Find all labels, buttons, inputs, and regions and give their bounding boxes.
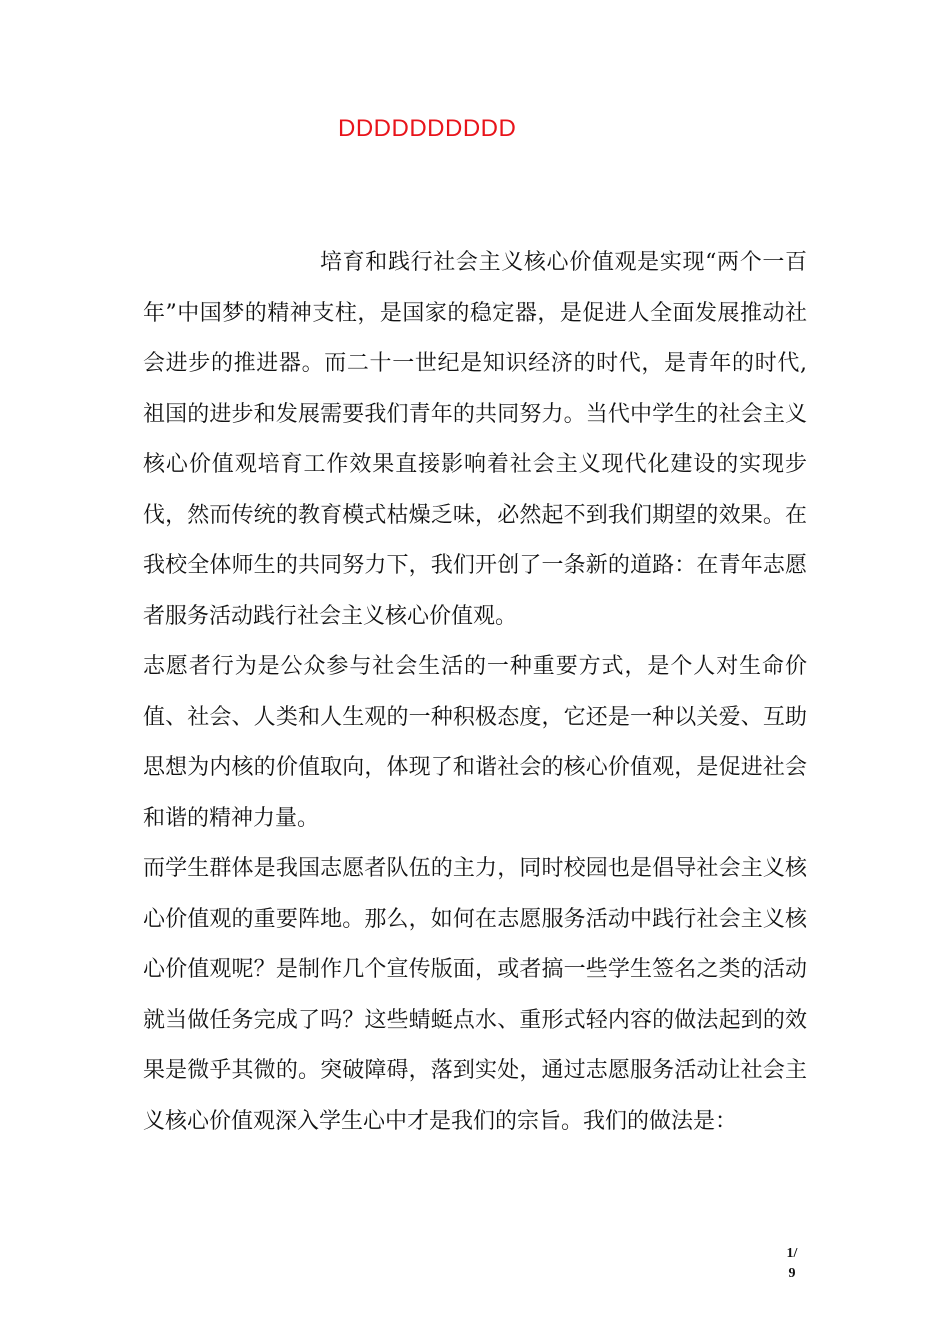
paragraph-1: 培育和践行社会主义核心价值观是实现“两个一百年”中国梦的精神支柱，是国家的稳定器，是促进人全面发展推动社会进步的推进器。而二十一世纪是知识经济的时代，是青年的时代,祖国的进步和发展需要我们青年的共同努力。当代中学生的社会主义核心价值观培育工作效果直接影响着社会主义现代化建设的实现步伐，然而传统的教育模式枯燥乏味，必然起不到我们期望的效果。在我校全体师生的共同努力下，我们开创了一条新的道路：在青年志愿者服务活动践行社会主义核心价值观。 — [143, 250, 807, 629]
page-number: 1/ 9 — [786, 1246, 798, 1281]
paragraph-3: 而学生群体是我国志愿者队伍的主力，同时校园也是倡导社会主义核心价值观的重要阵地。那么，如何在志愿服务活动中践行社会主义核心价值观呢？是制作几个宣传版面，或者搞一些学生签名之类的活动就当做任务完成了吗？这些蜻蜓点水、重形式轻内容的做法起到的效果是微乎其微的。突破障碍，落到实处，通过志愿服务活动让社会主义核心价值观深入学生心中才是我们的宗旨。我们的做法是： — [143, 856, 807, 1134]
document-title: DDDDDDDDDD — [338, 115, 517, 142]
paragraph-2: 志愿者行为是公众参与社会生活的一种重要方式，是个人对生命价值、社会、人类和人生观的一种积极态度，它还是一种以关爱、互助思想为内核的价值取向，体现了和谐社会的核心价值观，是促进社会和谐的精神力量。 — [143, 654, 807, 831]
document-body — [143, 238, 807, 1147]
